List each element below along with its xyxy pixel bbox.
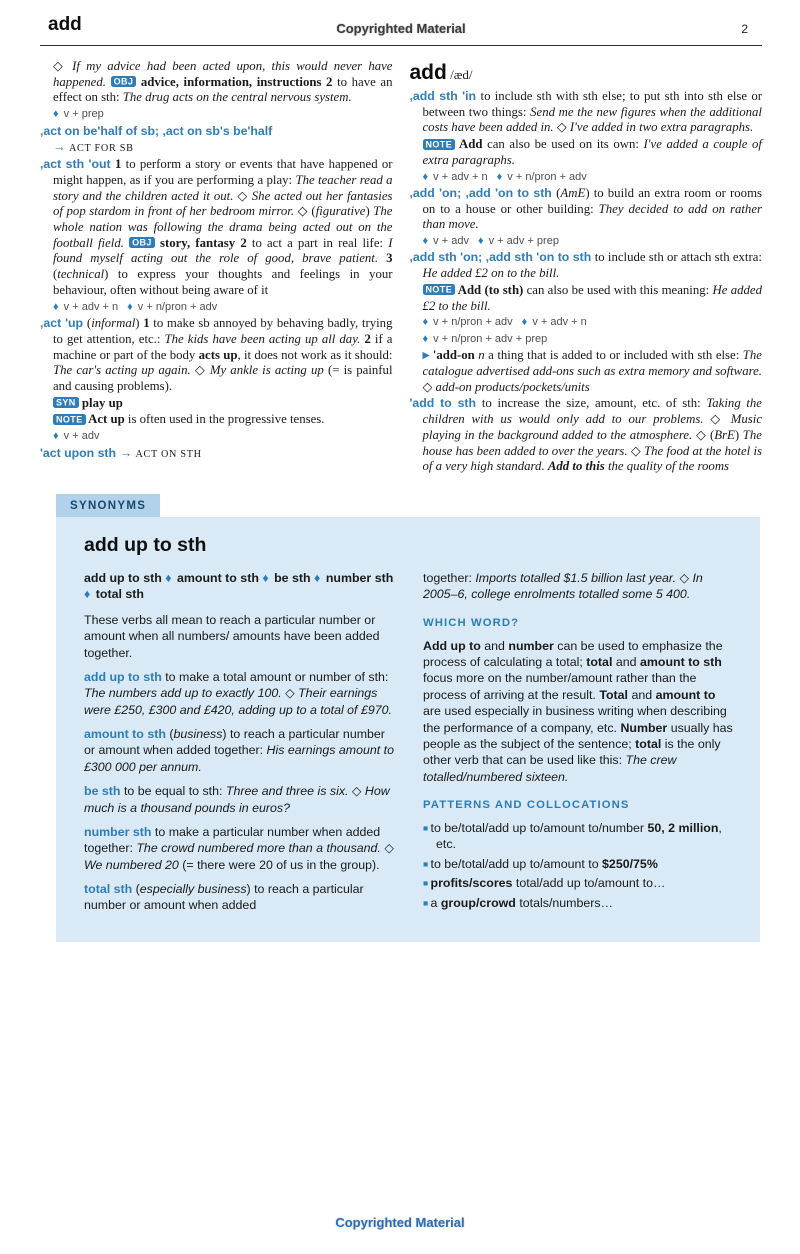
text-segment: ) to build an extra room or rooms on to a house or other building: — [422, 185, 762, 216]
square-bullet-icon: ■ — [423, 878, 431, 889]
diamond-bullet-icon: ♦ — [314, 571, 324, 586]
text-segment: v + prep — [63, 108, 104, 121]
text-segment: The crew totalled/numbered sixteen. — [423, 753, 677, 784]
text-segment: v + n/pron + adv — [433, 316, 513, 329]
text-segment: ACT FOR SB — [69, 143, 134, 155]
text-segment: ) to reach a particular number or amount when added — [84, 882, 364, 913]
diamond-bullet-icon: ♦ — [422, 235, 432, 248]
guide-word: add — [48, 14, 82, 35]
text-segment: ,act 'up — [40, 316, 87, 331]
label-chip: OBJ — [111, 76, 137, 87]
text-segment: ◇ — [630, 443, 645, 458]
text-segment: ,act on be'half of sb — [40, 123, 155, 138]
entry-act-sth-out — [40, 157, 393, 299]
synonym-group-intro — [84, 612, 395, 661]
text-segment: ,add sth 'on — [409, 250, 479, 265]
grammar-pattern — [40, 300, 393, 315]
text-segment: informal — [91, 316, 136, 331]
square-bullet-icon: ■ — [423, 897, 431, 908]
text-segment: amount to sth — [639, 655, 722, 670]
headword-text: add — [409, 61, 447, 84]
text-segment: acts up — [198, 347, 238, 362]
text-segment: is often used in the progressive tenses. — [127, 412, 325, 427]
diamond-bullet-icon: ♦ — [422, 332, 432, 345]
derivative-add-on — [410, 348, 763, 395]
text-segment: (= is painful and causing problems). — [53, 363, 393, 393]
text-segment: add up to sth — [84, 669, 166, 684]
grammar-pattern — [40, 107, 393, 122]
text-segment: can be used to emphasize the process of calculating a total; — [423, 638, 723, 670]
text-segment: total/add up to/amount to… — [515, 876, 666, 891]
pattern-item — [423, 875, 734, 891]
text-segment: Send me the new figures when the additional costs have been added in. — [422, 104, 762, 135]
text-segment: number sth — [84, 824, 155, 839]
text-segment: together: — [423, 571, 476, 586]
text-segment: ; — [478, 250, 486, 265]
text-segment: He added £2 on to the bill. — [422, 266, 560, 281]
synonym-group-list — [84, 570, 395, 603]
text-segment: technical — [57, 267, 105, 282]
text-segment: ◇ — [710, 412, 731, 427]
text-segment: 'act upon sth — [40, 445, 120, 460]
text-segment: play up — [78, 395, 123, 410]
right-column — [410, 59, 763, 476]
entry-columns — [40, 59, 762, 476]
text-segment: focus more on the number/amount rather than the process of arriving at the result. — [423, 671, 697, 702]
text-segment: ◇ — [194, 363, 210, 378]
text-segment: The catalogue advertised add-ons such as extra memory and software. — [422, 348, 762, 378]
text-segment: total sth — [84, 882, 136, 897]
text-segment: ( — [86, 316, 92, 331]
text-segment: total — [635, 736, 665, 751]
text-segment: ) — [365, 204, 374, 219]
text-segment: The house has been added to over the years. — [422, 427, 762, 458]
text-segment: 1 — [115, 157, 126, 172]
text-segment: ◇ — [285, 686, 299, 701]
text-segment: to make a particular number when added together: — [84, 824, 381, 856]
diamond-bullet-icon: ♦ — [127, 300, 136, 313]
text-segment: Taking the children with us would only add to our problems. — [422, 396, 762, 427]
text-segment: She acted out her fantasies of pop stardom in front of her bedroom mirror. — [53, 188, 393, 219]
diamond-bullet-icon: ♦ — [53, 430, 62, 443]
text-segment: The crowd numbered more than a thousand. — [136, 841, 385, 856]
text-segment: to include sth or attach sth extra: — [594, 250, 762, 265]
text-segment: add up to sth — [84, 571, 166, 586]
header-rule — [40, 45, 762, 46]
grammar-pattern — [410, 170, 763, 185]
syn-entry-total-sth-continued — [423, 570, 734, 603]
text-segment: v + adv + n — [433, 170, 488, 183]
entry-act-on-continued — [40, 59, 393, 106]
text-segment: Act up — [85, 412, 128, 427]
entry-add-sth-on — [410, 250, 763, 281]
entry-act-upon-sth — [40, 446, 393, 462]
which-word-text — [423, 638, 734, 785]
synonyms-title: add up to sth — [84, 534, 207, 557]
synonyms-tab: SYNONYMS — [56, 494, 160, 517]
text-segment: Add to this — [547, 459, 608, 474]
synonyms-box — [56, 517, 760, 942]
patterns-heading — [423, 798, 734, 813]
text-segment: The drug acts on the central nervous system. — [122, 90, 352, 105]
copyright-notice-bottom: Copyrighted Material — [335, 1215, 465, 1230]
text-segment: , it does not work as it should: — [237, 347, 393, 362]
text-segment: business — [173, 727, 223, 742]
text-segment: ◇ — [679, 571, 693, 586]
text-segment: ,act on sb's be'half — [162, 123, 273, 138]
text-segment: 2 — [364, 331, 375, 346]
square-bullet-icon: ■ — [423, 858, 431, 869]
text-segment: v + n/pron + adv + prep — [433, 332, 548, 345]
text-segment: v + adv + prep — [488, 235, 559, 248]
text-segment: ( — [53, 267, 58, 282]
text-segment: v + n/pron + adv — [507, 170, 587, 183]
text-segment: add-on products/pockets/units — [435, 379, 590, 394]
text-segment: Music playing in the background added to the atmosphere. — [422, 412, 762, 442]
diamond-bullet-icon: ♦ — [53, 108, 62, 121]
entry-add-sth-in — [410, 89, 763, 136]
page-header — [40, 14, 762, 38]
text-segment: amount to sth — [176, 571, 263, 586]
text-segment: especially business — [139, 882, 247, 897]
text-segment: v + adv — [63, 430, 100, 443]
diamond-bullet-icon: ♦ — [422, 316, 432, 329]
text-segment: total — [586, 655, 616, 670]
synonyms-right-column — [423, 570, 734, 922]
text-segment: to make a total amount or number of sth: — [165, 669, 389, 684]
text-segment: How much is a thousand pounds in euros? — [84, 784, 390, 815]
text-segment: ( — [135, 882, 140, 897]
text-segment: is the only other verb that can be used like this: — [423, 736, 721, 768]
text-segment: ,add 'on — [409, 185, 458, 200]
text-segment: ◇ — [384, 841, 394, 856]
diamond-bullet-icon: ♦ — [496, 170, 506, 183]
text-segment: to make sb annoyed by behaving badly, trying to get attention, etc.: — [53, 316, 393, 346]
synonyms-columns — [84, 570, 734, 922]
text-segment: 50, 2 million — [647, 821, 719, 836]
diamond-bullet-icon: ♦ — [84, 587, 94, 602]
text-segment: Imports totalled $1.5 billion last year. — [475, 571, 680, 586]
text-segment: ( — [556, 185, 561, 200]
text-segment: PATTERNS AND COLLOCATIONS — [423, 799, 630, 812]
text-segment: to have an effect on sth: — [53, 74, 393, 105]
text-segment: Three and three is six. — [225, 784, 352, 799]
entry-add-on — [410, 186, 763, 233]
text-segment: They decided to add on rather than move. — [422, 201, 762, 232]
text-segment: story, fantasy 2 — [154, 235, 252, 250]
text-segment: Number — [620, 720, 671, 735]
text-segment: 'add-on — [432, 348, 479, 363]
text-segment: ◇ — [53, 59, 73, 73]
text-segment: WHICH WORD? — [423, 616, 520, 629]
usage-note — [410, 137, 763, 168]
text-segment: I found myself acting out the role of good, brave patient. — [53, 235, 393, 266]
text-segment: totals/numbers… — [519, 895, 613, 910]
syn-entry-add-up-to-sth — [84, 669, 395, 718]
text-segment: amount to — [655, 687, 716, 702]
text-segment: be sth — [274, 571, 315, 586]
text-segment: Total — [599, 687, 632, 702]
text-segment: if a machine or part of the body — [53, 331, 393, 362]
text-segment: figurative — [315, 204, 366, 219]
diamond-bullet-icon: ♦ — [165, 571, 175, 586]
text-segment: Add — [455, 137, 488, 152]
text-segment: the quality of the rooms — [607, 459, 730, 474]
copyright-notice-top: Copyrighted Material — [336, 21, 466, 36]
text-segment: , etc. — [436, 821, 722, 852]
text-segment: The whole nation was following the drama being acted out on the football field. — [53, 204, 393, 250]
text-segment: to act a part in real life: — [251, 235, 389, 250]
text-segment: can also be used with this meaning: — [526, 282, 713, 297]
text-segment: The kids have been acting up all day. — [164, 331, 365, 346]
text-segment: ,act sth 'out — [40, 157, 116, 172]
text-segment: ( — [169, 727, 174, 742]
entry-act-on-behalf-of-sb — [40, 124, 393, 140]
label-chip: NOTE — [423, 284, 456, 295]
syn-entry-number-sth — [84, 824, 395, 873]
text-segment: If my advice had been acted upon, this would never have happened. — [53, 59, 393, 89]
text-segment: can also be used on its own: — [487, 137, 644, 152]
text-segment: ◇ — [556, 120, 570, 135]
syn-entry-be-sth — [84, 783, 395, 816]
diamond-bullet-icon: ♦ — [422, 170, 432, 183]
text-segment: The food at the hotel is of a very high standard. — [422, 443, 762, 474]
text-segment: ◇ — [351, 784, 365, 799]
text-segment: $250/75% — [602, 856, 658, 871]
text-segment: Their earnings were £250, £300 and £420, adding up to a total of £970. — [84, 686, 392, 717]
text-segment: total sth — [95, 587, 144, 602]
text-segment: These verbs all mean to reach a particular number or amount when all numbers/ amounts have been added together. — [84, 612, 380, 660]
text-segment: The teacher read a story and the children acted it out. — [53, 172, 393, 203]
syn-entry-total-sth — [84, 881, 395, 914]
text-segment: usually has people as the subject of the sentence; — [423, 720, 733, 751]
text-segment: We numbered 20 — [84, 857, 183, 872]
diamond-bullet-icon: ♦ — [262, 571, 273, 586]
page-number: 2 — [741, 22, 748, 36]
text-segment: ) — [135, 316, 144, 331]
text-segment: Add up to — [423, 638, 485, 653]
text-segment: to be/total/add up to/amount to — [430, 856, 603, 871]
text-segment: ◇ — [237, 188, 252, 203]
text-segment: ,add sth 'on to sth — [485, 250, 595, 265]
usage-note — [410, 283, 763, 314]
text-segment: My ankle is acting up — [209, 363, 328, 378]
diamond-bullet-icon: ♦ — [53, 300, 62, 313]
pattern-item — [423, 820, 734, 853]
grammar-pattern — [410, 234, 763, 249]
text-segment: 'add to sth — [409, 396, 482, 411]
label-chip: OBJ — [129, 237, 155, 248]
text-segment: ,add sth 'in — [409, 88, 481, 103]
text-segment: and — [631, 687, 656, 702]
page-footer — [0, 1214, 800, 1232]
text-segment: ) — [734, 427, 743, 442]
grammar-pattern — [40, 429, 393, 444]
text-segment: to include sth with sth else; to put sth into sth else or between two things: — [422, 88, 763, 119]
syn-entry-amount-to-sth — [84, 726, 395, 775]
text-segment: He added £2 to the bill. — [422, 282, 762, 313]
synonym-reference — [40, 396, 393, 412]
diamond-bullet-icon: ♦ — [521, 316, 531, 329]
square-bullet-icon: ■ — [423, 823, 431, 834]
text-segment: amount to sth — [84, 727, 170, 742]
which-word-heading — [423, 616, 734, 631]
text-segment: ; — [457, 185, 466, 200]
text-segment: v + adv — [433, 235, 469, 248]
text-segment: and — [615, 655, 640, 670]
cross-reference-arrow-icon: → — [53, 140, 69, 155]
pronunciation-text: /æd/ — [446, 67, 473, 82]
grammar-pattern — [410, 332, 763, 347]
text-segment: I've added in two extra paragraphs. — [569, 120, 754, 135]
text-segment: group/crowd — [440, 895, 520, 910]
text-segment: a — [430, 895, 441, 910]
pattern-item — [423, 856, 734, 872]
entry-act-up — [40, 316, 393, 395]
text-segment: v + n/pron + adv — [137, 300, 218, 313]
usage-note — [40, 412, 393, 428]
label-chip: NOTE — [53, 414, 86, 425]
text-segment: ACT ON STH — [135, 448, 202, 460]
entry-add-to-sth — [410, 396, 763, 475]
label-chip: SYN — [53, 397, 79, 408]
text-segment: Add (to sth) — [455, 282, 527, 297]
text-segment: and — [484, 638, 509, 653]
text-segment: a thing that is added to or included with sth else: — [488, 348, 743, 363]
text-segment: 1 — [143, 316, 154, 331]
text-segment: v + adv + n — [532, 316, 587, 329]
text-segment: profits/scores — [430, 876, 516, 891]
text-segment: The numbers add up to exactly 100. — [84, 686, 286, 701]
derivative-arrow-icon: ▶ — [422, 351, 433, 362]
left-column — [40, 59, 393, 476]
text-segment: BrE — [714, 427, 735, 442]
text-segment: ,add 'on to sth — [465, 185, 557, 200]
cross-reference-arrow-icon: → — [119, 445, 136, 460]
synonyms-left-column — [84, 570, 395, 922]
text-segment: His earnings amount to £300 000 per annum. — [84, 743, 394, 774]
text-segment: to be/total/add up to/amount to/number — [430, 821, 648, 836]
text-segment: AmE — [560, 185, 586, 200]
text-segment: ◇ ( — [297, 204, 316, 219]
synonyms-section — [56, 494, 760, 942]
text-segment: (= there were 20 of us in the group). — [182, 857, 380, 872]
text-segment: number — [508, 638, 558, 653]
pattern-item — [423, 895, 734, 911]
text-segment: In 2005–6, college enrolments totalled some 5 400. — [423, 571, 703, 602]
text-segment: v + adv + n — [63, 300, 119, 313]
text-segment: to perform a story or events that have happened or might happen, as if you are performing a play: — [53, 157, 393, 187]
text-segment: ) to reach a particular number or amount when added together: — [84, 727, 385, 758]
text-segment: The car's acting up again. — [53, 363, 195, 378]
text-segment: advice, information, instructions 2 — [136, 74, 338, 89]
cross-reference-act-for-sb — [40, 140, 393, 156]
text-segment: ; — [154, 123, 163, 138]
text-segment: ) to express your thoughts and feelings in your behaviour, often without being aware of it — [53, 267, 393, 297]
diamond-bullet-icon: ♦ — [477, 235, 487, 248]
text-segment: to increase the size, amount, etc. of sth: — [481, 396, 707, 411]
text-segment: be sth — [84, 784, 124, 799]
text-segment: ◇ ( — [695, 427, 715, 442]
text-segment: are used especially in business writing when describing the performance of a company, etc. — [423, 704, 727, 735]
text-segment: 3 — [386, 251, 393, 266]
text-segment: I've added a couple of extra paragraphs. — [422, 137, 762, 167]
headword-add — [410, 60, 763, 86]
text-segment: number sth — [325, 571, 394, 586]
text-segment: to be equal to sth: — [123, 784, 226, 799]
text-segment: n — [478, 348, 489, 363]
grammar-pattern — [410, 315, 763, 330]
label-chip: NOTE — [423, 139, 456, 150]
text-segment: ◇ — [422, 379, 436, 394]
